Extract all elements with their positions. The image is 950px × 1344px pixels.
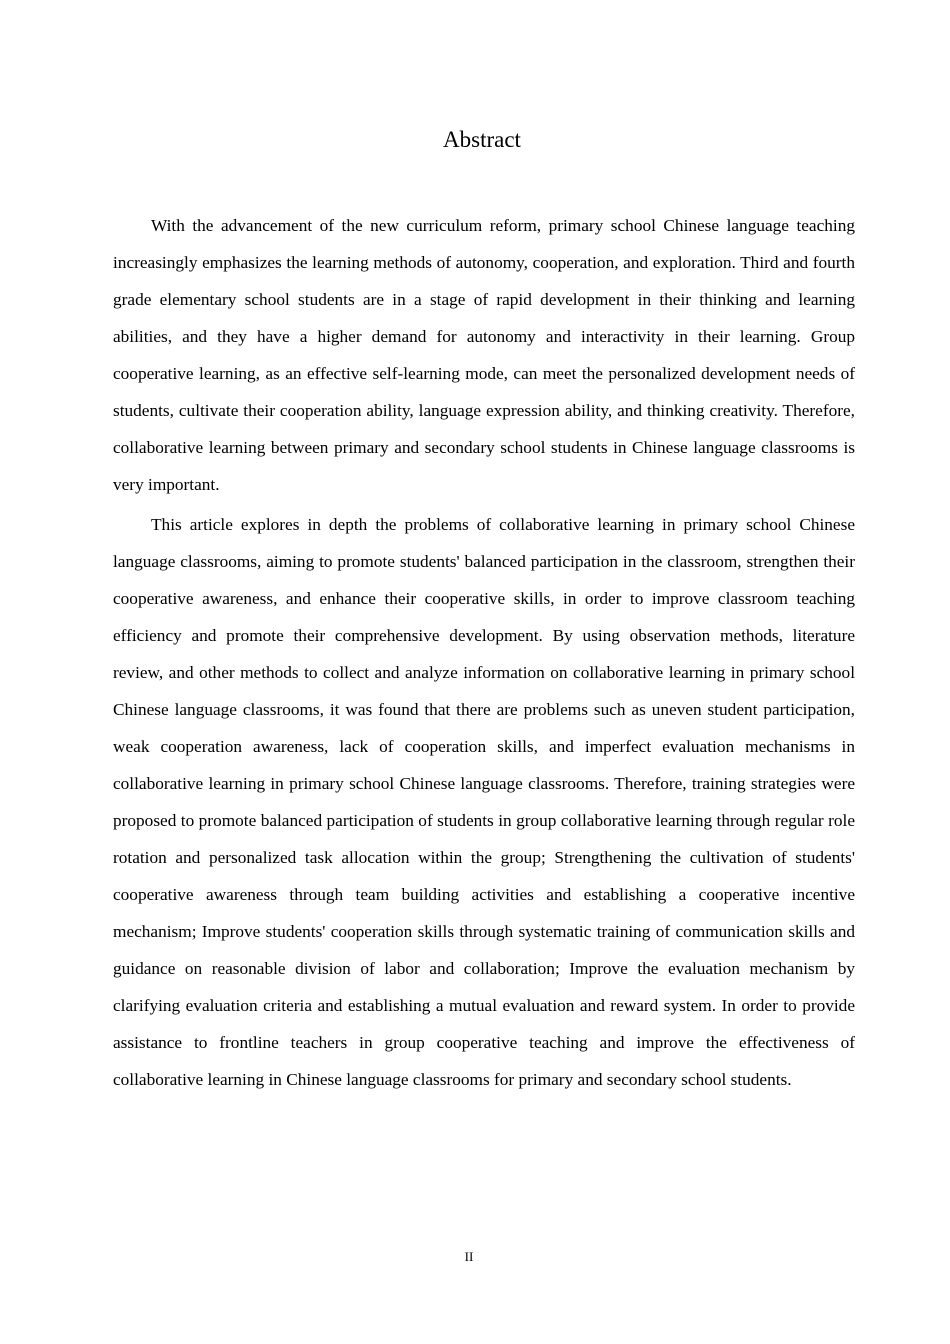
abstract-paragraph-1: With the advancement of the new curriculum reform, primary school Chinese language teaching increasingly emphasizes the learning methods of autonomy, cooperation, and exploration. Third and fourth grade elementary school students are in a stage of rapid development in their thinking and learning abilities, and they have a higher demand for autonomy and interactivity in their learning. Group cooperative learning, as an effective self-learning mode, can meet the personalized development needs of students, cultivate their cooperation ability, language expression ability, and thinking creativity. Therefore, collaborative learning between primary and secondary school students in Chinese language classrooms is very important. [113,216,855,494]
abstract-paragraph-2: This article explores in depth the problems of collaborative learning in primary school Chinese language classrooms, aiming to promote students' balanced participation in the classroom, strengthen their cooperative awareness, and enhance their cooperative skills, in order to improve classroom teaching efficiency and promote their comprehensive development. By using observation methods, literature review, and other methods to collect and analyze information on collaborative learning in primary school Chinese language classrooms, it was found that there are problems such as uneven student participation, weak cooperation awareness, lack of cooperation skills, and imperfect evaluation mechanisms in collaborative learning in primary school Chinese language classrooms. Therefore, training strategies were proposed to promote balanced participation of students in group collaborative learning through regular role rotation and personalized task allocation within the group; Strengthening the cultivation of students' cooperative awareness through team building activities and establishing a cooperative incentive mechanism; Improve students' cooperation skills through systematic training of communication skills and guidance on reasonable division of labor and collaboration; Improve the evaluation mechanism by clarifying evaluation criteria and establishing a mutual evaluation and reward system. In order to provide assistance to frontline teachers in group cooperative teaching and improve the effectiveness of collaborative learning in Chinese language classrooms for primary and secondary school students. [113,515,855,1089]
abstract-title: Abstract [443,127,521,152]
abstract-body [113,207,855,1101]
page-number: II [464,1249,474,1264]
